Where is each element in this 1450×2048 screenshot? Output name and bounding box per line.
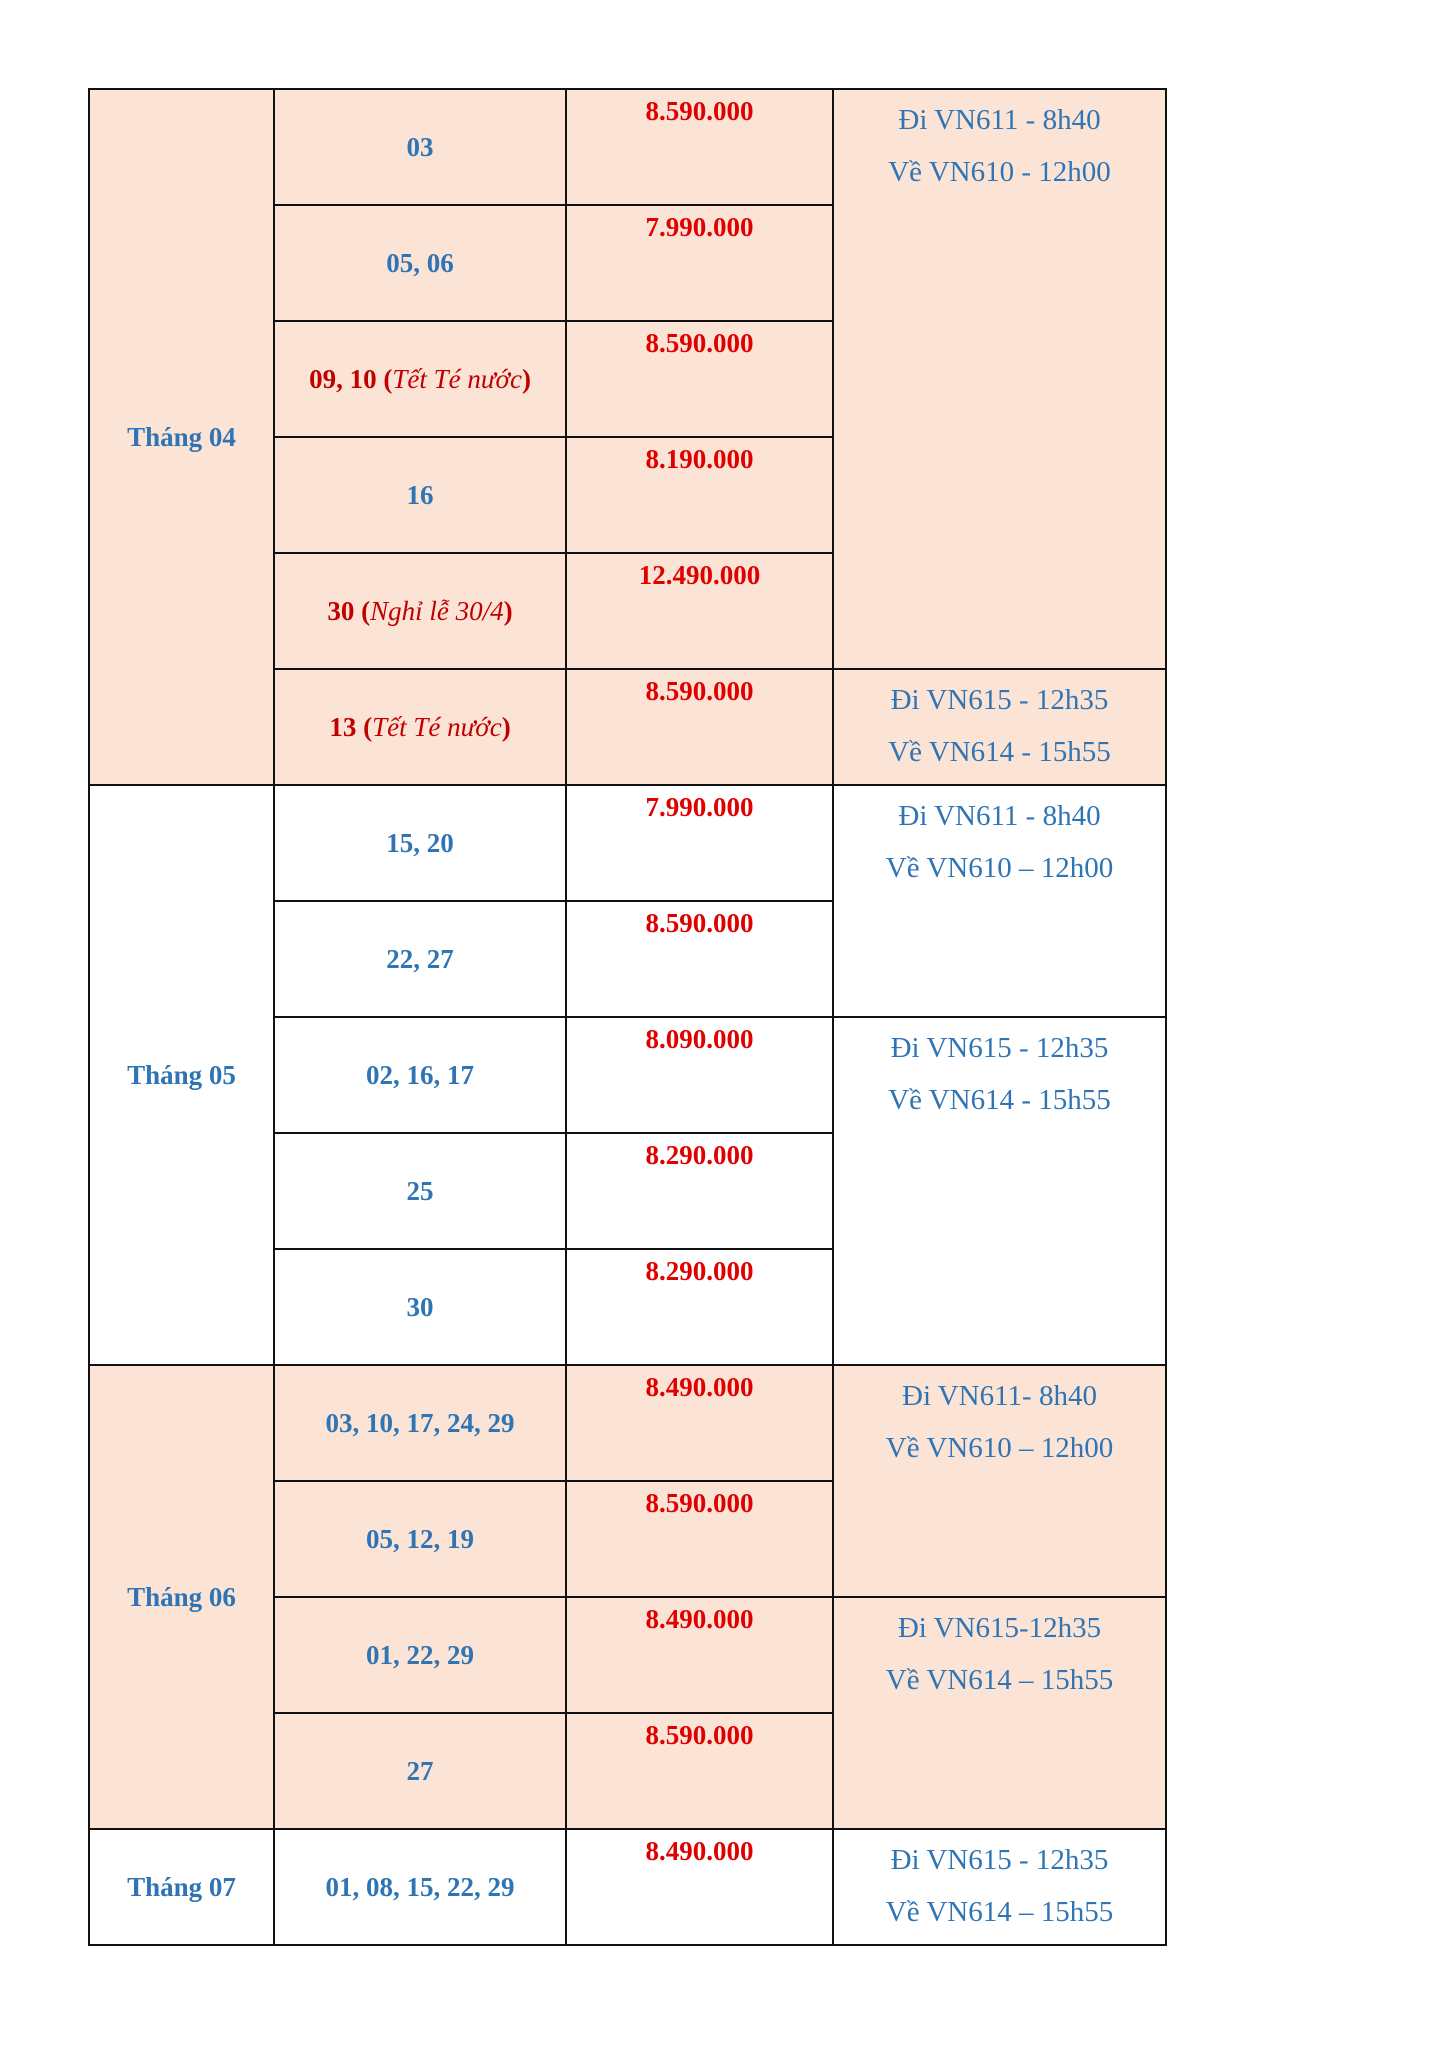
departure-date-cell: [274, 901, 566, 1017]
holiday-note: Nghỉ lễ 30/4: [370, 595, 504, 626]
departure-date-cell: [274, 1597, 566, 1713]
price-cell: [566, 553, 833, 669]
flight-info-cell: [833, 1017, 1166, 1365]
month-cell: [89, 1365, 274, 1829]
return-flight: Về VN610 – 12h00: [885, 852, 1114, 884]
price-cell: [566, 321, 833, 437]
departure-date-cell: [274, 1017, 566, 1133]
price-cell: [566, 901, 833, 1017]
departure-dates: 22, 27: [386, 943, 454, 974]
departure-dates: 30: [327, 595, 355, 626]
tour-price: 8.090.000: [645, 1024, 754, 1054]
month-cell: [89, 89, 274, 785]
tour-price: 7.990.000: [645, 792, 754, 822]
table-row: [89, 1365, 1166, 1481]
price-cell: [566, 1017, 833, 1133]
price-cell: [566, 785, 833, 901]
tour-price: 8.590.000: [645, 1488, 754, 1518]
departure-dates: 01, 22, 29: [366, 1639, 474, 1670]
tour-price: 8.490.000: [645, 1836, 754, 1866]
tour-price: 7.990.000: [645, 212, 754, 242]
month-cell: [89, 785, 274, 1365]
return-flight: Về VN614 - 15h55: [888, 736, 1111, 768]
departure-date-cell: [274, 1365, 566, 1481]
departure-date-cell: [274, 205, 566, 321]
departure-date-cell: [274, 553, 566, 669]
table-row: [89, 89, 1166, 205]
price-cell: [566, 1597, 833, 1713]
tour-price: 8.590.000: [645, 96, 754, 126]
price-cell: [566, 1365, 833, 1481]
departure-date-cell: [274, 1481, 566, 1597]
outbound-flight: Đi VN615 - 12h35: [890, 684, 1109, 716]
note-paren-open: (: [376, 363, 393, 394]
holiday-note: Tết Té nước: [392, 363, 522, 394]
price-cell: [566, 1481, 833, 1597]
tour-price: 8.490.000: [645, 1604, 754, 1634]
note-paren-close: ): [501, 711, 511, 742]
outbound-flight: Đi VN611 - 8h40: [898, 800, 1101, 832]
flight-info-cell: [833, 1365, 1166, 1597]
month-label: Tháng 05: [127, 1059, 236, 1090]
departure-date-cell: [274, 669, 566, 785]
month-cell: [89, 1829, 274, 1945]
flight-info-cell: [833, 89, 1166, 669]
departure-date-cell: [274, 1133, 566, 1249]
tour-price: 8.190.000: [645, 444, 754, 474]
note-paren-close: ): [521, 363, 531, 394]
table-row: [89, 785, 1166, 901]
outbound-flight: Đi VN615-12h35: [897, 1612, 1102, 1644]
tour-price: 8.290.000: [645, 1256, 754, 1286]
flight-info-cell: [833, 669, 1166, 785]
outbound-flight: Đi VN615 - 12h35: [890, 1032, 1109, 1064]
tour-price: 8.290.000: [645, 1140, 754, 1170]
return-flight: Về VN610 – 12h00: [885, 1432, 1114, 1464]
tour-price: 12.490.000: [638, 560, 761, 590]
departure-dates: 05, 12, 19: [366, 1523, 474, 1554]
note-paren-open: (: [354, 595, 371, 626]
departure-dates: 25: [406, 1175, 434, 1206]
price-cell: [566, 205, 833, 321]
note-paren-close: ): [503, 595, 513, 626]
return-flight: Về VN614 – 15h55: [885, 1664, 1114, 1696]
return-flight: Về VN610 - 12h00: [888, 156, 1111, 188]
month-label: Tháng 04: [127, 421, 236, 452]
departure-dates: 02, 16, 17: [366, 1059, 474, 1090]
tour-schedule-body: [89, 89, 1166, 1945]
outbound-flight: Đi VN611 - 8h40: [898, 104, 1101, 136]
holiday-note: Tết Té nước: [372, 711, 502, 742]
departure-date-cell: [274, 321, 566, 437]
departure-dates: 09, 10: [309, 363, 377, 394]
return-flight: Về VN614 - 15h55: [888, 1084, 1111, 1116]
departure-dates: 30: [406, 1291, 434, 1322]
tour-price: 8.590.000: [645, 908, 754, 938]
departure-dates: 27: [406, 1755, 434, 1786]
departure-date-cell: [274, 437, 566, 553]
departure-dates: 03: [406, 131, 434, 162]
departure-dates: 16: [406, 479, 434, 510]
price-cell: [566, 1249, 833, 1365]
departure-dates: 13: [329, 711, 357, 742]
departure-dates: 05, 06: [386, 247, 454, 278]
departure-date-cell: [274, 1249, 566, 1365]
tour-price: 8.590.000: [645, 328, 754, 358]
return-flight: Về VN614 – 15h55: [885, 1896, 1114, 1928]
tour-price: 8.590.000: [645, 676, 754, 706]
month-label: Tháng 07: [127, 1871, 236, 1902]
month-label: Tháng 06: [127, 1581, 236, 1612]
tour-price: 8.490.000: [645, 1372, 754, 1402]
departure-dates: 15, 20: [386, 827, 454, 858]
tour-schedule-table: [88, 88, 1167, 1946]
flight-info-cell: [833, 1829, 1166, 1945]
price-cell: [566, 669, 833, 785]
price-cell: [566, 1713, 833, 1829]
price-cell: [566, 89, 833, 205]
departure-date-cell: [274, 785, 566, 901]
price-cell: [566, 1829, 833, 1945]
price-cell: [566, 437, 833, 553]
flight-info-cell: [833, 1597, 1166, 1829]
tour-price: 8.590.000: [645, 1720, 754, 1750]
departure-dates: 01, 08, 15, 22, 29: [325, 1871, 515, 1902]
outbound-flight: Đi VN615 - 12h35: [890, 1844, 1109, 1876]
departure-date-cell: [274, 1829, 566, 1945]
table-row: [89, 1829, 1166, 1945]
departure-dates: 03, 10, 17, 24, 29: [325, 1407, 515, 1438]
price-cell: [566, 1133, 833, 1249]
flight-info-cell: [833, 785, 1166, 1017]
outbound-flight: Đi VN611- 8h40: [902, 1380, 1097, 1412]
departure-date-cell: [274, 1713, 566, 1829]
note-paren-open: (: [356, 711, 373, 742]
departure-date-cell: [274, 89, 566, 205]
